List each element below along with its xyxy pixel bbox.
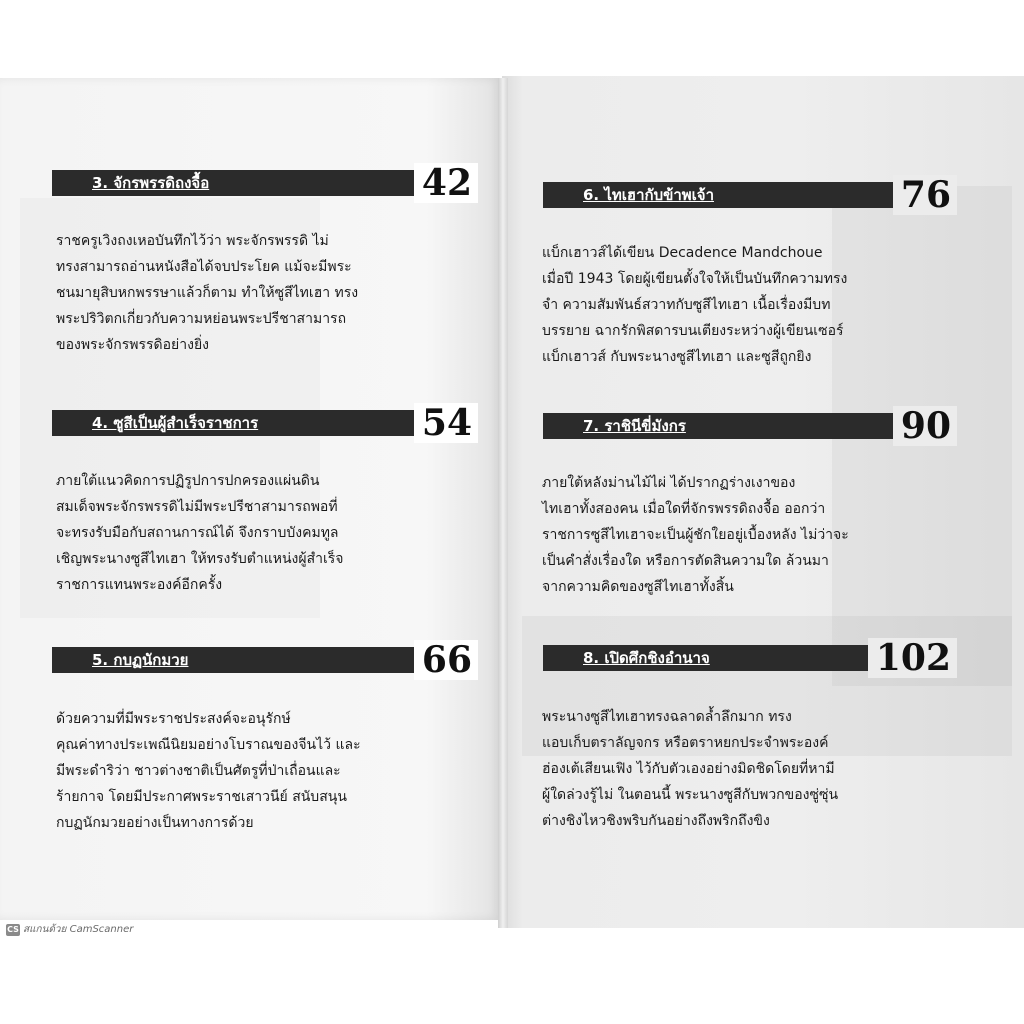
section-title: 3. จักรพรรดิถงจื้อ <box>92 174 210 192</box>
section-title: 6. ไทเฮากับข้าพเจ้า <box>583 186 715 204</box>
scanner-watermark <box>6 922 133 937</box>
section-title: 8. เปิดศึกชิงอำนาจ <box>583 649 710 667</box>
page-number: 102 <box>868 638 957 678</box>
section-header-bar <box>543 637 957 679</box>
section-title: 7. ราชินีขี่มังกร <box>583 417 686 435</box>
section-title: 5. กบฏนักมวย <box>92 651 189 669</box>
book-spine <box>498 78 508 928</box>
page-number: 54 <box>414 403 478 443</box>
section-summary: ด้วยความที่มีพระราชประสงค์จะอนุรักษ์ คุณค่าทางประเพณีนิยมอย่างโบราณของจีนไว้ และ มีพระดำริว่า ชาวต่างชาติเป็นศัตรูที่ป่าเถื่อนและ ร้ายกาจ โดยมีประกาศพระราชเสาวนีย์ สนับสนุน กบฏนักมวยอย่างเป็นทางการด้วย <box>56 711 361 831</box>
section-summary: ราชครูเวิงถงเหอบันทึกไว้ว่า พระจักรพรรดิ ไม่ ทรงสามารถอ่านหนังสือได้จบประโยค แม้จะมีพระ ชนมายุสิบหกพรรษาแล้วก็ตาม ทำให้ซูสีไทเฮา ทรง พระปริวิตกเกี่ยวกับความหย่อนพระปรีชาสามารถ ของพระจักรพรรดิอย่างยิ่ง <box>56 233 359 353</box>
page-number: 76 <box>893 175 957 215</box>
section-header-bar <box>52 639 478 681</box>
section-header-bar <box>52 162 478 204</box>
section-summary: ภายใต้แนวคิดการปฏิรูปการปกครองแผ่นดิน สมเด็จพระจักรพรรดิไม่มีพระปรีชาสามารถพอที่ จะทรงรับมือกับสถานการณ์ได้ จึงกราบบังคมทูล เชิญพระนางซูสีไทเฮา ให้ทรงรับตำแหน่งผู้สำเร็จ ราชการแทนพระองค์อีกครั้ง <box>56 473 344 593</box>
page-number: 66 <box>414 640 478 680</box>
page-number: 90 <box>893 406 957 446</box>
camscanner-logo-icon: CS <box>7 925 19 934</box>
section-summary: พระนางซูสีไทเฮาทรงฉลาดล้ำลึกมาก ทรง แอบเก็บตราลัญจกร หรือตราหยกประจำพระองค์ ฮ่องเต้เสียนเฟิง ไว้กับตัวเองอย่างมิดชิดโดยที่หามี ผู้ใดล่วงรู้ไม่ ในตอนนี้ พระนางซูสีกับพวกของซู่ซุ่น ต่างชิงไหวชิงพริบกันอย่างถึงพริกถึงขิง <box>542 709 839 829</box>
section-title: 4. ซูสีเป็นผู้สำเร็จราชการ <box>92 414 259 432</box>
section-header-bar <box>543 174 957 216</box>
section-header-bar <box>52 402 478 444</box>
page-number: 42 <box>414 163 478 203</box>
watermark-text: สแกนด้วย CamScanner <box>23 924 134 935</box>
section-summary: แบ็กเฮาวส์ได้เขียน Decadence Mandchoue เมื่อปี 1943 โดยผู้เขียนตั้งใจให้เป็นบันทึกความทรง จำ ความสัมพันธ์สวาทกับซูสีไทเฮา เนื้อเรื่องมีบท บรรยาย ฉากรักพิสดารบนเตียงระหว่างผู้เขียนเซอร์ แบ็กเฮาวส์ กับพระนางซูสีไทเฮา และซูสีถูกยิง <box>542 245 848 365</box>
section-summary: ภายใต้หลังม่านไม้ไผ่ ได้ปรากฏร่างเงาของ ไทเฮาทั้งสองคน เมื่อใดที่จักรพรรดิถงจื้อ ออกว่า ราชการซูสีไทเฮาจะเป็นผู้ชักใยอยู่เบื้องหลัง ไม่ว่าจะ เป็นคำสั่งเรื่องใด หรือการตัดสินความใด ล้วนมา จากความคิดของซูสีไทเฮาทั้งสิ้น <box>542 475 849 595</box>
section-header-bar <box>543 405 957 447</box>
